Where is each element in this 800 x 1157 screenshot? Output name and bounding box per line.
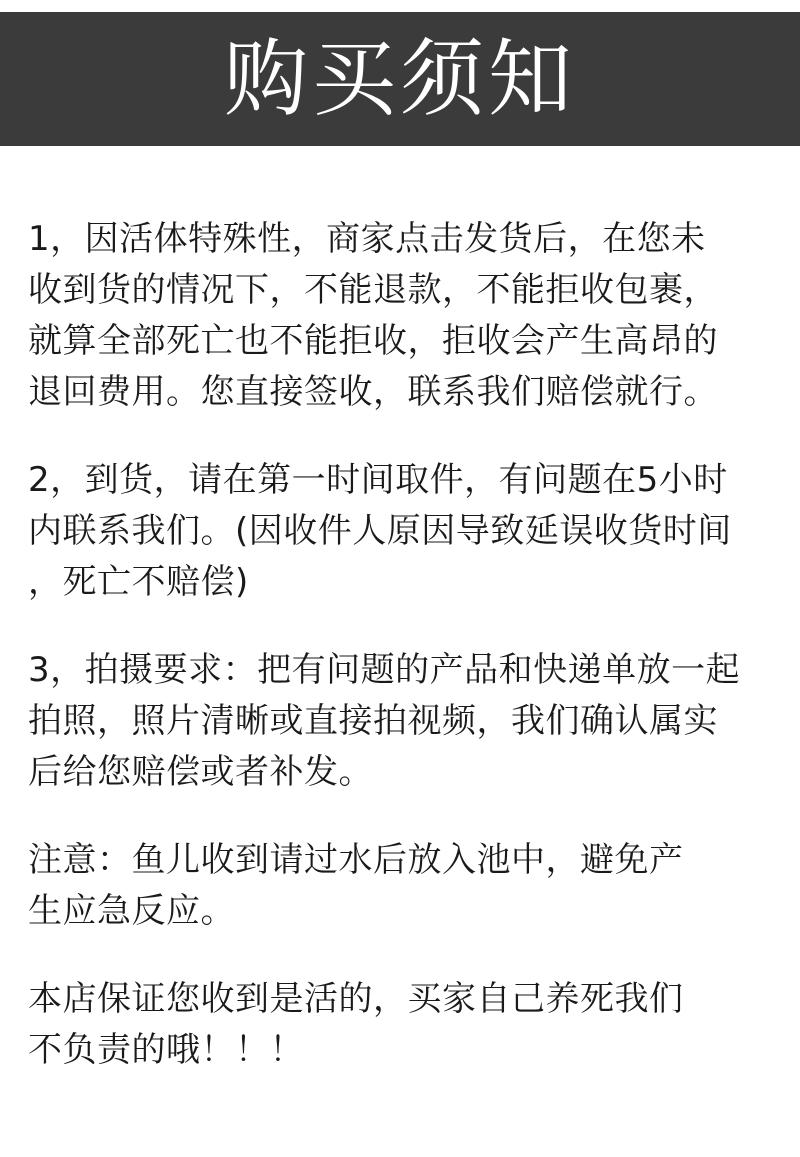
page-title: 购买须知 [223,30,576,128]
notice-item-1: 1，因活体特殊性，商家点击发货后，在您未 收到货的情况下，不能退款，不能拒收包裹， 就算全部死亡也不能拒收，拒收会产生高昂的 退回费用。您直接签收，联系我们赔偿就行。 [28,219,718,412]
notice-attention: 注意：鱼儿收到请过水后放入池中，避免产 生应急反应。 [28,840,684,931]
notice-guarantee: 本店保证您收到是活的，买家自己养死我们 不负责的哦！！！ [28,979,684,1070]
notice-item-3: 3，拍摄要求：把有问题的产品和快递单放一起 拍照，照片清晰或直接拍视频，我们确认属实 后给您赔偿或者补发。 [28,650,741,792]
top-margin [0,0,800,12]
notice-content [28,214,778,1076]
notice-item-2: 2，到货，请在第一时间取件，有问题在5小时 内联系我们。(因收件人原因导致延误收货时间 ，死亡不赔偿) [28,460,732,602]
header-banner [0,12,800,146]
